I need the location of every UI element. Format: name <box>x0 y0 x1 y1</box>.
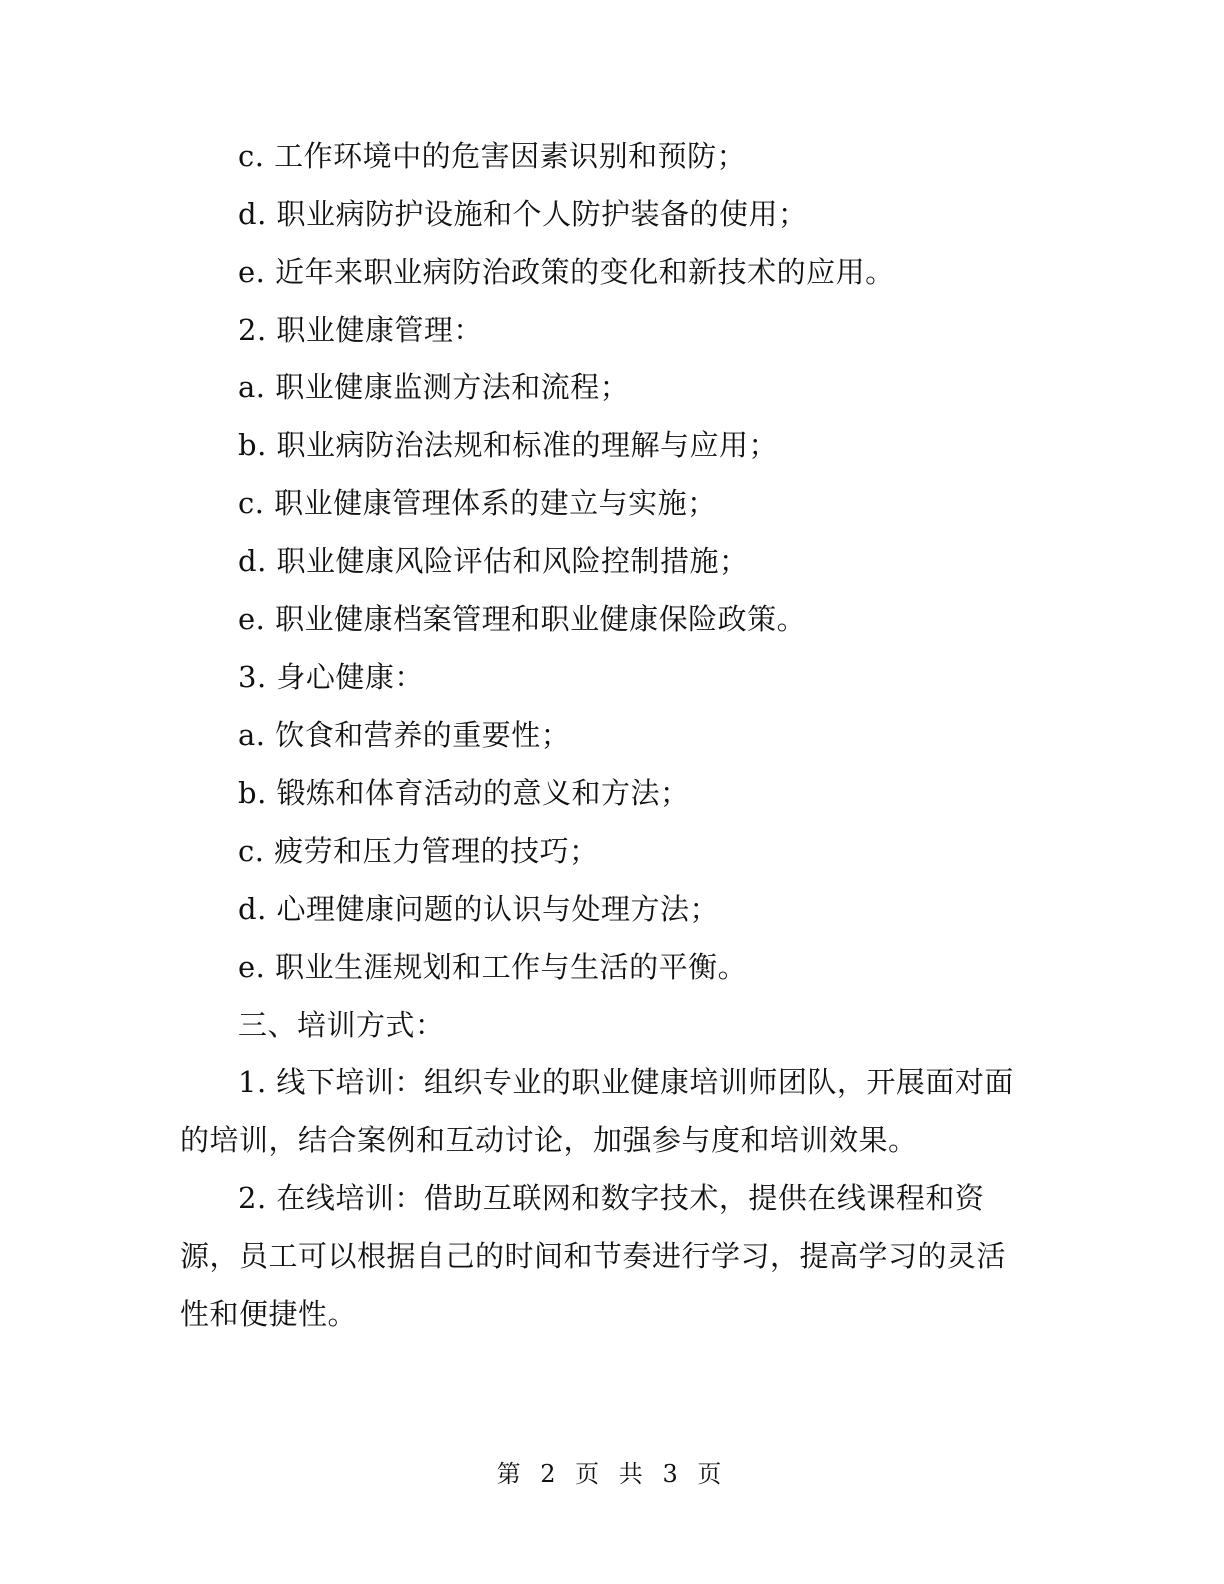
list-item: e. 职业生涯规划和工作与生活的平衡。 <box>238 950 748 984</box>
list-item: c. 职业健康管理体系的建立与实施； <box>238 486 717 520</box>
list-item: e. 职业健康档案管理和职业健康保险政策。 <box>238 602 807 636</box>
list-item: b. 锻炼和体育活动的意义和方法； <box>238 776 690 810</box>
section-heading: 三、培训方式： <box>238 1008 445 1042</box>
paragraph-line: 的培训，结合案例和互动讨论，加强参与度和培训效果。 <box>180 1123 918 1157</box>
list-item: a. 职业健康监测方法和流程； <box>238 370 630 404</box>
paragraph-line: 源，员工可以根据自己的时间和节奏进行学习，提高学习的灵活 <box>180 1239 1007 1273</box>
paragraph-line: 性和便捷性。 <box>180 1297 358 1331</box>
list-item: b. 职业病防治法规和标准的理解与应用； <box>238 428 779 462</box>
paragraph-line: 1. 线下培训：组织专业的职业健康培训师团队，开展面对面 <box>238 1065 1014 1099</box>
list-item: d. 职业病防护设施和个人防护装备的使用； <box>238 197 808 231</box>
list-item: a. 饮食和营养的重要性； <box>238 718 571 752</box>
section-heading: 2. 职业健康管理： <box>238 313 483 347</box>
list-item: e. 近年来职业病防治政策的变化和新技术的应用。 <box>238 255 895 289</box>
page-number-footer: 第 2 页 共 3 页 <box>496 1460 728 1488</box>
section-heading: 3. 身心健康： <box>238 660 424 694</box>
list-item: c. 工作环境中的危害因素识别和预防； <box>238 139 747 173</box>
list-item: d. 心理健康问题的认识与处理方法； <box>238 892 720 926</box>
paragraph-line: 2. 在线培训：借助互联网和数字技术，提供在线课程和资 <box>238 1181 985 1215</box>
list-item: d. 职业健康风险评估和风险控制措施； <box>238 544 749 578</box>
list-item: c. 疲劳和压力管理的技巧； <box>238 834 599 868</box>
